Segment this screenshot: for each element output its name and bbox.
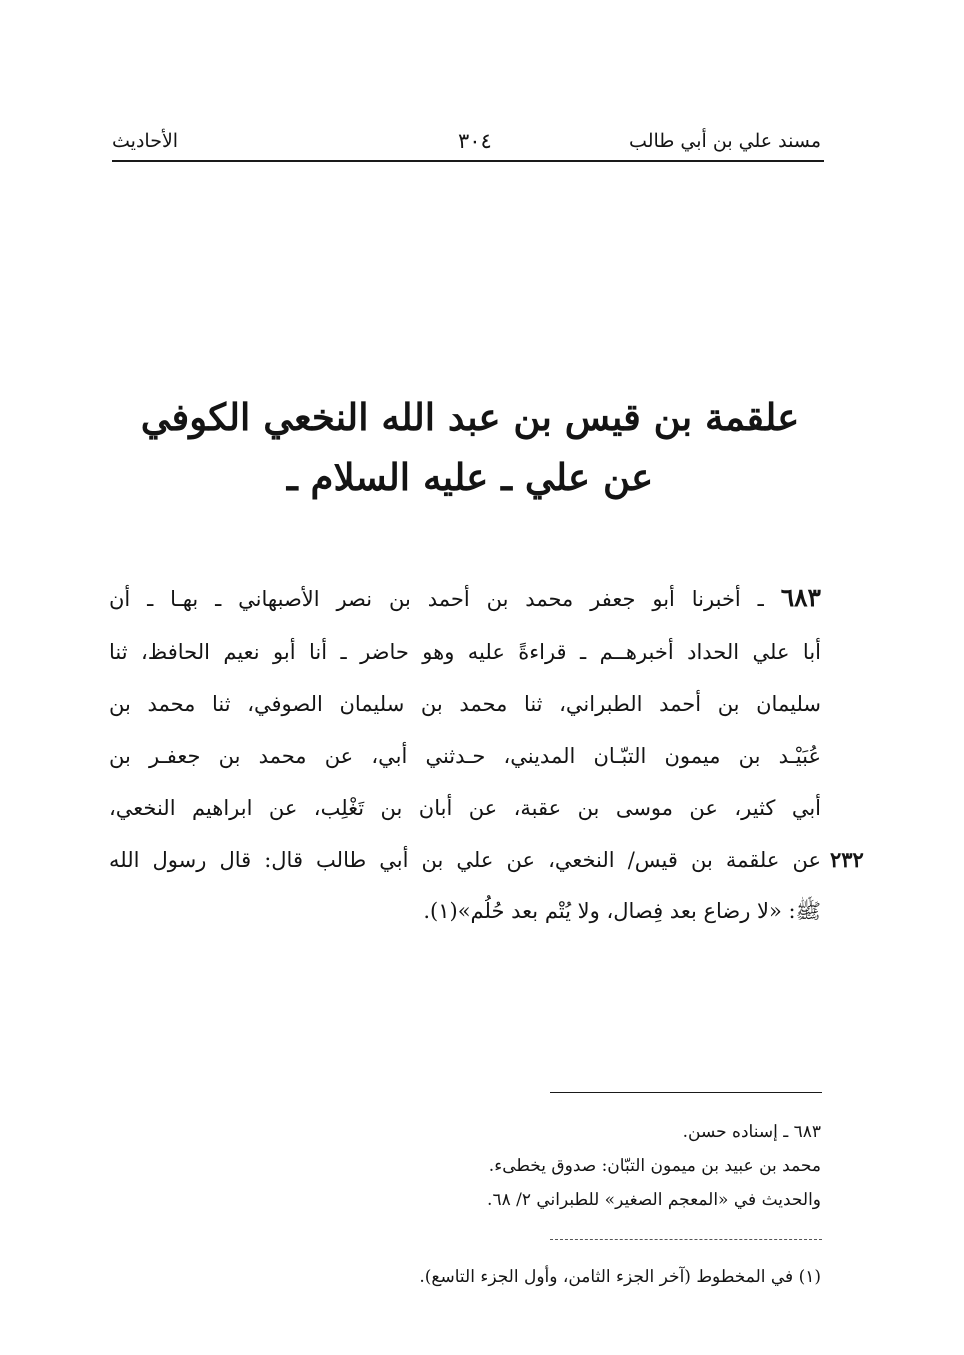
- footnote-takhrij-1: ٦٨٣ ـ إسناده حسن.: [682, 1122, 821, 1142]
- book-title-header: مسند علي بن أبي طالب: [629, 130, 821, 152]
- hadith-number: ٦٨٣: [780, 583, 821, 612]
- footnote-takhrij-3: والحديث في «المعجم الصغير» للطبراني ٢/ ٦٨.: [487, 1190, 821, 1210]
- hadith-line-3: سليمان بن أحمد الطبراني، ثنا محمد بن سليمان الصوفي، ثنا محمد بن: [109, 692, 821, 716]
- hadith-line-5: أبي كثير، عن موسى بن عقبة، عن أبان بن تَغْلِب، عن ابراهيم النخعي،: [109, 796, 821, 820]
- chapter-title-line-2: عن علي ـ عليه السلام ـ: [286, 455, 654, 499]
- footnote-separator-dashed: [550, 1239, 822, 1240]
- hadith-line-7: ﷺ: «لا رضاع بعد فِصال، ولا يُتْم بعد حُلُم»(١).: [423, 899, 821, 923]
- hadith-line-1: [109, 580, 821, 617]
- hadith-line-2: أبا علي الحداد أخبرهــم ـ قراءةً عليه وهو حاضر ـ أنا أبو نعيم الحافظ، ثنا: [109, 640, 821, 664]
- chapter-title-line-1: علقمة بن قيس بن عبد الله النخعي الكوفي: [140, 395, 800, 439]
- footnote-takhrij-2: محمد بن عبيد بن ميمون التبّان: صدوق يخطىء.: [488, 1156, 821, 1176]
- section-header: الأحاديث: [112, 130, 179, 152]
- page-number: ٣٠٤: [458, 129, 492, 153]
- header-rule: [112, 160, 824, 162]
- footnote-rule: [550, 1092, 822, 1093]
- manuscript-margin-reference: ٢٣٢: [830, 847, 864, 872]
- hadith-line-4: عُبَيْـد بن ميمون التبّـان المديني، حـدثني أبي، عن محمد بن جعفـر بن: [109, 744, 821, 768]
- hadith-line-6: عن علقمة بن قيس/ النخعي، عن علي بن أبي طالب قال: قال رسول الله: [109, 848, 821, 872]
- hadith-line-1-text: ـ أخبرنا أبو جعفر محمد بن أحمد بن نصر الأصبهاني ـ بهـا ـ أن: [109, 587, 764, 611]
- footnote-note-1: (١) في المخطوط (آخر الجزء الثامن، وأول الجزء التاسع).: [419, 1267, 821, 1287]
